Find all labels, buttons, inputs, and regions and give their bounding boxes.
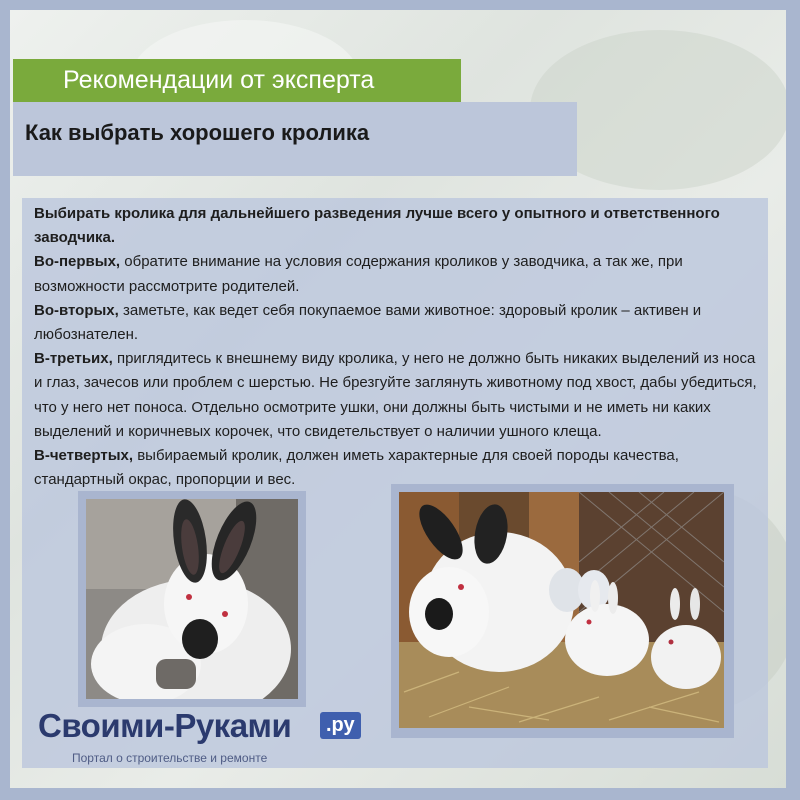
article-point: В-четвертых, выбираемый кролик, должен иметь характерные для своей породы качества, стандартный окрас, пропорции и вес. bbox=[34, 447, 679, 489]
page-title: Как выбрать хорошего кролика bbox=[25, 120, 370, 145]
logo-name: Своими-Руками bbox=[38, 707, 292, 744]
article-point: В-третьих, приглядитесь к внешнему виду кролика, у него не должно быть никаких выделений из носа и глаз, зачесов или проблем с шерстью. Не брезгуйте заглянуть животному под хвост, дабы убедиться, что у него нет поноса. Отдельно осмотрите ушки, они должны быть чистыми и не иметь ни каких выделений и коричневых корочек, что свидетельствует о наличии ушного клеща. bbox=[34, 350, 757, 440]
article-text bbox=[34, 202, 758, 492]
expert-banner bbox=[13, 59, 461, 102]
rabbit-photo-frame bbox=[78, 491, 306, 707]
article-point: Во-первых, обратите внимание на условия содержания кроликов у заводчика, а так же, при возможности рассмотрите родителей. bbox=[34, 253, 683, 295]
article-point: Во-вторых, заметьте, как ведет себя покупаемое вами животное: здоровый кролик – активен и любознателен. bbox=[34, 301, 702, 344]
site-logo[interactable] bbox=[38, 706, 378, 776]
logo-domain-badge: .ру bbox=[320, 712, 361, 739]
rabbit-family-photo-frame bbox=[391, 484, 734, 738]
title-banner bbox=[13, 102, 577, 176]
rabbit-family-photo bbox=[399, 492, 724, 728]
expert-label: Рекомендации от эксперта bbox=[63, 66, 375, 94]
logo-tagline: Портал о строительстве и ремонте bbox=[72, 751, 268, 765]
article-intro: Выбирать кролика для дальнейшего разведения лучше всего у опытного и ответственного заводчика. bbox=[34, 205, 720, 247]
rabbit-photo bbox=[86, 499, 298, 699]
